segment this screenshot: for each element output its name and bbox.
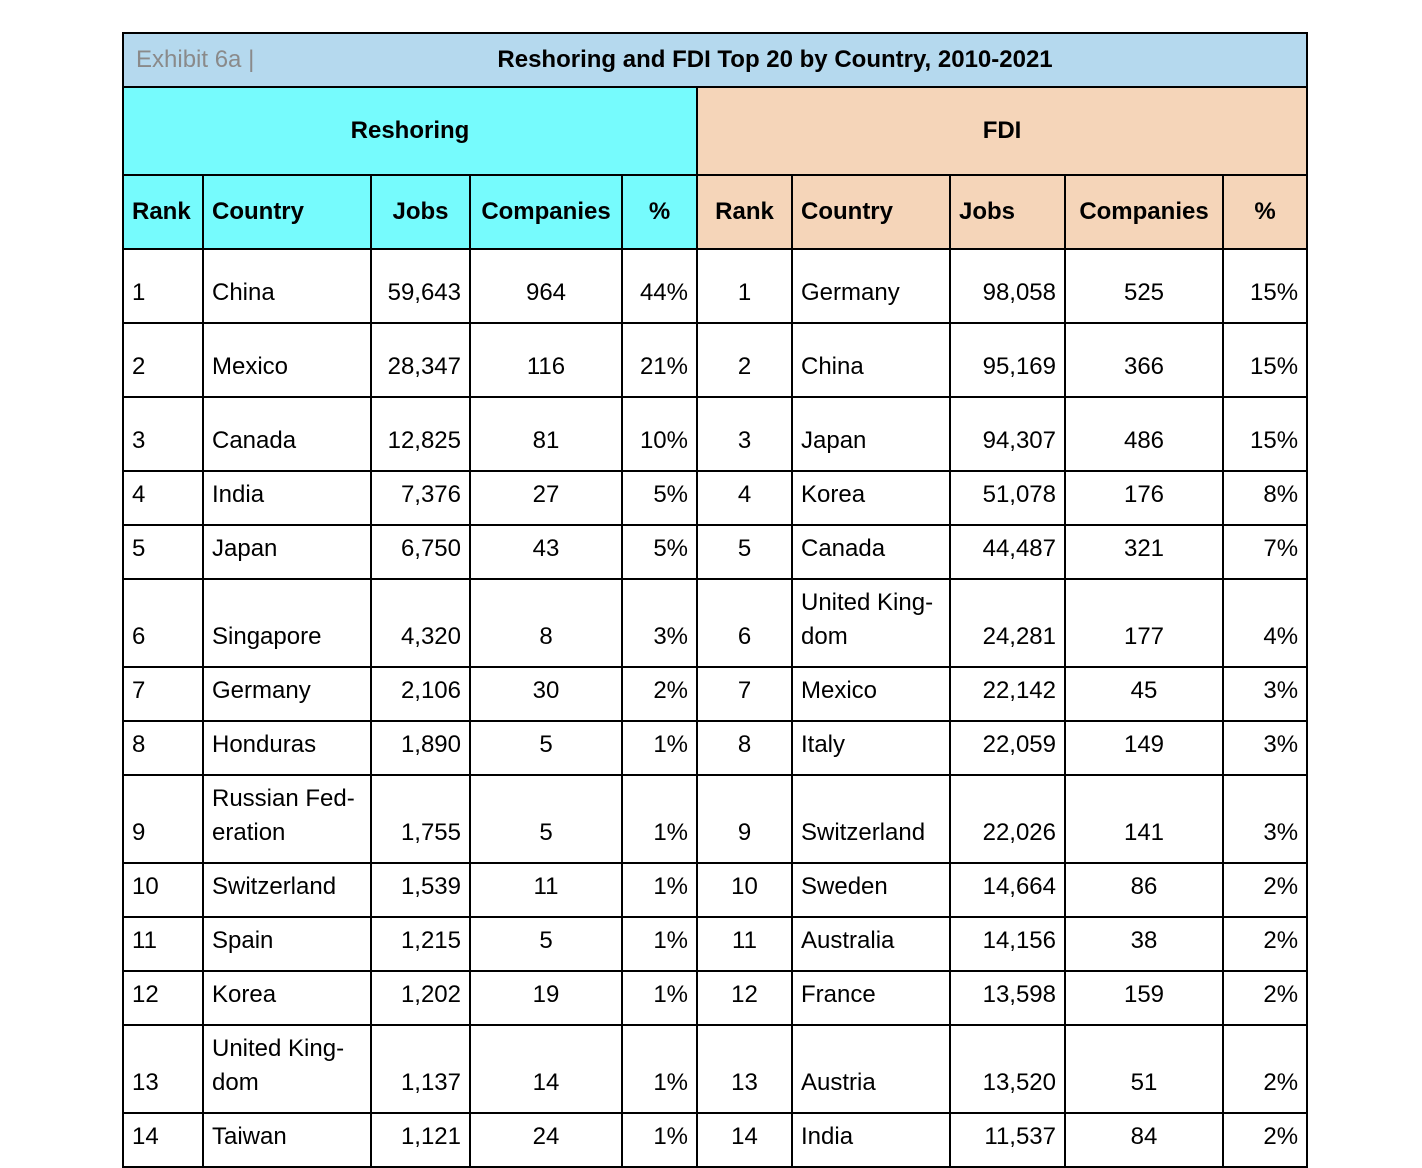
- reshoring-pct-cell: 1%: [622, 917, 697, 971]
- fdi-country-cell: Canada: [792, 525, 950, 579]
- fdi-country-cell: India: [792, 1113, 950, 1167]
- fdi-companies-cell: 149: [1065, 721, 1223, 775]
- title-row: [123, 33, 1307, 87]
- reshoring-country-cell: Spain: [203, 917, 371, 971]
- fdi-country-cell: Mexico: [792, 667, 950, 721]
- reshoring-country-cell: Russian Fed- eration: [203, 775, 371, 863]
- reshoring-jobs-cell: 59,643: [371, 249, 470, 323]
- fdi-pct-cell: 2%: [1223, 971, 1307, 1025]
- fdi-country-cell: China: [792, 323, 950, 397]
- fdi-country-cell: Australia: [792, 917, 950, 971]
- reshoring-companies-cell: 5: [470, 775, 622, 863]
- reshoring-pct-cell: 1%: [622, 775, 697, 863]
- reshoring-companies-cell: 19: [470, 971, 622, 1025]
- fdi-rank-cell: 10: [697, 863, 792, 917]
- reshoring-jobs-cell: 2,106: [371, 667, 470, 721]
- exhibit-label: Exhibit 6a |: [136, 46, 255, 73]
- reshoring-country-cell: Canada: [203, 397, 371, 471]
- reshoring-companies-cell: 24: [470, 1113, 622, 1167]
- reshoring-country-cell: Singapore: [203, 579, 371, 667]
- fdi-pct-cell: 4%: [1223, 579, 1307, 667]
- fdi-companies-cell: 176: [1065, 471, 1223, 525]
- reshoring-pct-cell: 1%: [622, 971, 697, 1025]
- reshoring-rank-cell: 5: [123, 525, 203, 579]
- fdi-rank-cell: 2: [697, 323, 792, 397]
- reshoring-jobs-cell: 1,890: [371, 721, 470, 775]
- fdi-rank-cell: 1: [697, 249, 792, 323]
- fdi-jobs-cell: 22,142: [950, 667, 1065, 721]
- reshoring-pct-cell: 2%: [622, 667, 697, 721]
- fdi-country-cell: Italy: [792, 721, 950, 775]
- reshoring-rank-cell: 4: [123, 471, 203, 525]
- fdi-pct-cell: 15%: [1223, 249, 1307, 323]
- fdi-country-cell: Switzerland: [792, 775, 950, 863]
- reshoring-fdi-table: [122, 32, 1308, 1168]
- fdi-jobs-cell: 94,307: [950, 397, 1065, 471]
- fdi-rank-cell: 11: [697, 917, 792, 971]
- fdi-companies-cell: 177: [1065, 579, 1223, 667]
- table-row: [123, 1113, 1307, 1167]
- fdi-companies-header: Companies: [1065, 175, 1223, 249]
- reshoring-section-header: Reshoring: [123, 87, 697, 175]
- reshoring-jobs-cell: 7,376: [371, 471, 470, 525]
- reshoring-jobs-header: Jobs: [371, 175, 470, 249]
- reshoring-pct-cell: 21%: [622, 323, 697, 397]
- fdi-rank-cell: 3: [697, 397, 792, 471]
- fdi-rank-cell: 8: [697, 721, 792, 775]
- reshoring-companies-cell: 11: [470, 863, 622, 917]
- reshoring-companies-cell: 8: [470, 579, 622, 667]
- fdi-pct-cell: 15%: [1223, 397, 1307, 471]
- fdi-rank-cell: 6: [697, 579, 792, 667]
- reshoring-country-cell: Switzerland: [203, 863, 371, 917]
- reshoring-pct-cell: 3%: [622, 579, 697, 667]
- reshoring-companies-cell: 5: [470, 917, 622, 971]
- reshoring-companies-cell: 5: [470, 721, 622, 775]
- fdi-jobs-cell: 22,059: [950, 721, 1065, 775]
- column-header-row: [123, 175, 1307, 249]
- fdi-jobs-cell: 24,281: [950, 579, 1065, 667]
- section-header-row: [123, 87, 1307, 175]
- reshoring-pct-header: %: [622, 175, 697, 249]
- reshoring-pct-cell: 44%: [622, 249, 697, 323]
- reshoring-companies-cell: 27: [470, 471, 622, 525]
- fdi-rank-cell: 14: [697, 1113, 792, 1167]
- table-body: [123, 249, 1307, 1167]
- fdi-country-cell: United King- dom: [792, 579, 950, 667]
- fdi-companies-cell: 45: [1065, 667, 1223, 721]
- reshoring-rank-cell: 6: [123, 579, 203, 667]
- fdi-companies-cell: 86: [1065, 863, 1223, 917]
- table-row: [123, 249, 1307, 323]
- fdi-jobs-cell: 13,598: [950, 971, 1065, 1025]
- fdi-country-header: Country: [792, 175, 950, 249]
- fdi-rank-cell: 4: [697, 471, 792, 525]
- fdi-companies-cell: 159: [1065, 971, 1223, 1025]
- fdi-rank-cell: 5: [697, 525, 792, 579]
- fdi-companies-cell: 141: [1065, 775, 1223, 863]
- table-row: [123, 525, 1307, 579]
- reshoring-rank-cell: 3: [123, 397, 203, 471]
- reshoring-jobs-cell: 6,750: [371, 525, 470, 579]
- fdi-jobs-cell: 13,520: [950, 1025, 1065, 1113]
- fdi-jobs-cell: 51,078: [950, 471, 1065, 525]
- fdi-jobs-cell: 14,664: [950, 863, 1065, 917]
- reshoring-pct-cell: 5%: [622, 525, 697, 579]
- table-row: [123, 323, 1307, 397]
- reshoring-pct-cell: 1%: [622, 863, 697, 917]
- fdi-pct-cell: 8%: [1223, 471, 1307, 525]
- fdi-rank-cell: 13: [697, 1025, 792, 1113]
- reshoring-country-cell: India: [203, 471, 371, 525]
- fdi-country-cell: Japan: [792, 397, 950, 471]
- table-row: [123, 471, 1307, 525]
- reshoring-rank-cell: 12: [123, 971, 203, 1025]
- reshoring-companies-header: Companies: [470, 175, 622, 249]
- fdi-companies-cell: 84: [1065, 1113, 1223, 1167]
- reshoring-companies-cell: 43: [470, 525, 622, 579]
- reshoring-companies-cell: 964: [470, 249, 622, 323]
- fdi-pct-cell: 2%: [1223, 1113, 1307, 1167]
- fdi-pct-cell: 2%: [1223, 917, 1307, 971]
- fdi-rank-cell: 12: [697, 971, 792, 1025]
- reshoring-pct-cell: 10%: [622, 397, 697, 471]
- fdi-jobs-cell: 14,156: [950, 917, 1065, 971]
- reshoring-country-cell: Japan: [203, 525, 371, 579]
- fdi-pct-cell: 3%: [1223, 667, 1307, 721]
- reshoring-jobs-cell: 4,320: [371, 579, 470, 667]
- reshoring-jobs-cell: 1,215: [371, 917, 470, 971]
- reshoring-country-header: Country: [203, 175, 371, 249]
- fdi-jobs-cell: 11,537: [950, 1113, 1065, 1167]
- fdi-country-cell: France: [792, 971, 950, 1025]
- reshoring-rank-cell: 9: [123, 775, 203, 863]
- fdi-pct-header: %: [1223, 175, 1307, 249]
- reshoring-rank-cell: 2: [123, 323, 203, 397]
- reshoring-country-cell: Korea: [203, 971, 371, 1025]
- fdi-pct-cell: 7%: [1223, 525, 1307, 579]
- reshoring-rank-header: Rank: [123, 175, 203, 249]
- fdi-pct-cell: 2%: [1223, 863, 1307, 917]
- reshoring-jobs-cell: 28,347: [371, 323, 470, 397]
- reshoring-country-cell: China: [203, 249, 371, 323]
- title-cell: [123, 33, 1307, 87]
- reshoring-rank-cell: 13: [123, 1025, 203, 1113]
- fdi-jobs-cell: 95,169: [950, 323, 1065, 397]
- reshoring-jobs-cell: 12,825: [371, 397, 470, 471]
- reshoring-rank-cell: 1: [123, 249, 203, 323]
- reshoring-country-cell: Honduras: [203, 721, 371, 775]
- fdi-companies-cell: 525: [1065, 249, 1223, 323]
- reshoring-pct-cell: 1%: [622, 1025, 697, 1113]
- reshoring-jobs-cell: 1,539: [371, 863, 470, 917]
- fdi-jobs-cell: 44,487: [950, 525, 1065, 579]
- reshoring-jobs-cell: 1,121: [371, 1113, 470, 1167]
- reshoring-country-cell: Taiwan: [203, 1113, 371, 1167]
- fdi-jobs-header: Jobs: [950, 175, 1065, 249]
- exhibit-table-container: [122, 32, 1306, 1168]
- fdi-country-cell: Sweden: [792, 863, 950, 917]
- table-row: [123, 397, 1307, 471]
- reshoring-country-cell: Germany: [203, 667, 371, 721]
- fdi-companies-cell: 321: [1065, 525, 1223, 579]
- fdi-jobs-cell: 22,026: [950, 775, 1065, 863]
- table-row: [123, 971, 1307, 1025]
- fdi-companies-cell: 38: [1065, 917, 1223, 971]
- reshoring-rank-cell: 10: [123, 863, 203, 917]
- reshoring-pct-cell: 5%: [622, 471, 697, 525]
- reshoring-rank-cell: 14: [123, 1113, 203, 1167]
- fdi-pct-cell: 15%: [1223, 323, 1307, 397]
- table-row: [123, 775, 1307, 863]
- reshoring-rank-cell: 7: [123, 667, 203, 721]
- reshoring-country-cell: United King- dom: [203, 1025, 371, 1113]
- fdi-rank-header: Rank: [697, 175, 792, 249]
- fdi-country-cell: Austria: [792, 1025, 950, 1113]
- reshoring-jobs-cell: 1,202: [371, 971, 470, 1025]
- reshoring-companies-cell: 116: [470, 323, 622, 397]
- fdi-rank-cell: 7: [697, 667, 792, 721]
- reshoring-companies-cell: 14: [470, 1025, 622, 1113]
- reshoring-jobs-cell: 1,755: [371, 775, 470, 863]
- reshoring-country-cell: Mexico: [203, 323, 371, 397]
- reshoring-rank-cell: 8: [123, 721, 203, 775]
- fdi-pct-cell: 3%: [1223, 721, 1307, 775]
- reshoring-jobs-cell: 1,137: [371, 1025, 470, 1113]
- reshoring-pct-cell: 1%: [622, 1113, 697, 1167]
- table-title: Reshoring and FDI Top 20 by Country, 2010-2021: [497, 46, 1053, 73]
- fdi-companies-cell: 486: [1065, 397, 1223, 471]
- reshoring-rank-cell: 11: [123, 917, 203, 971]
- table-row: [123, 579, 1307, 667]
- fdi-country-cell: Germany: [792, 249, 950, 323]
- reshoring-companies-cell: 30: [470, 667, 622, 721]
- fdi-rank-cell: 9: [697, 775, 792, 863]
- fdi-country-cell: Korea: [792, 471, 950, 525]
- table-row: [123, 667, 1307, 721]
- fdi-companies-cell: 51: [1065, 1025, 1223, 1113]
- reshoring-pct-cell: 1%: [622, 721, 697, 775]
- fdi-pct-cell: 3%: [1223, 775, 1307, 863]
- table-row: [123, 721, 1307, 775]
- fdi-pct-cell: 2%: [1223, 1025, 1307, 1113]
- fdi-jobs-cell: 98,058: [950, 249, 1065, 323]
- fdi-companies-cell: 366: [1065, 323, 1223, 397]
- reshoring-companies-cell: 81: [470, 397, 622, 471]
- table-row: [123, 917, 1307, 971]
- table-row: [123, 863, 1307, 917]
- fdi-section-header: FDI: [697, 87, 1307, 175]
- table-row: [123, 1025, 1307, 1113]
